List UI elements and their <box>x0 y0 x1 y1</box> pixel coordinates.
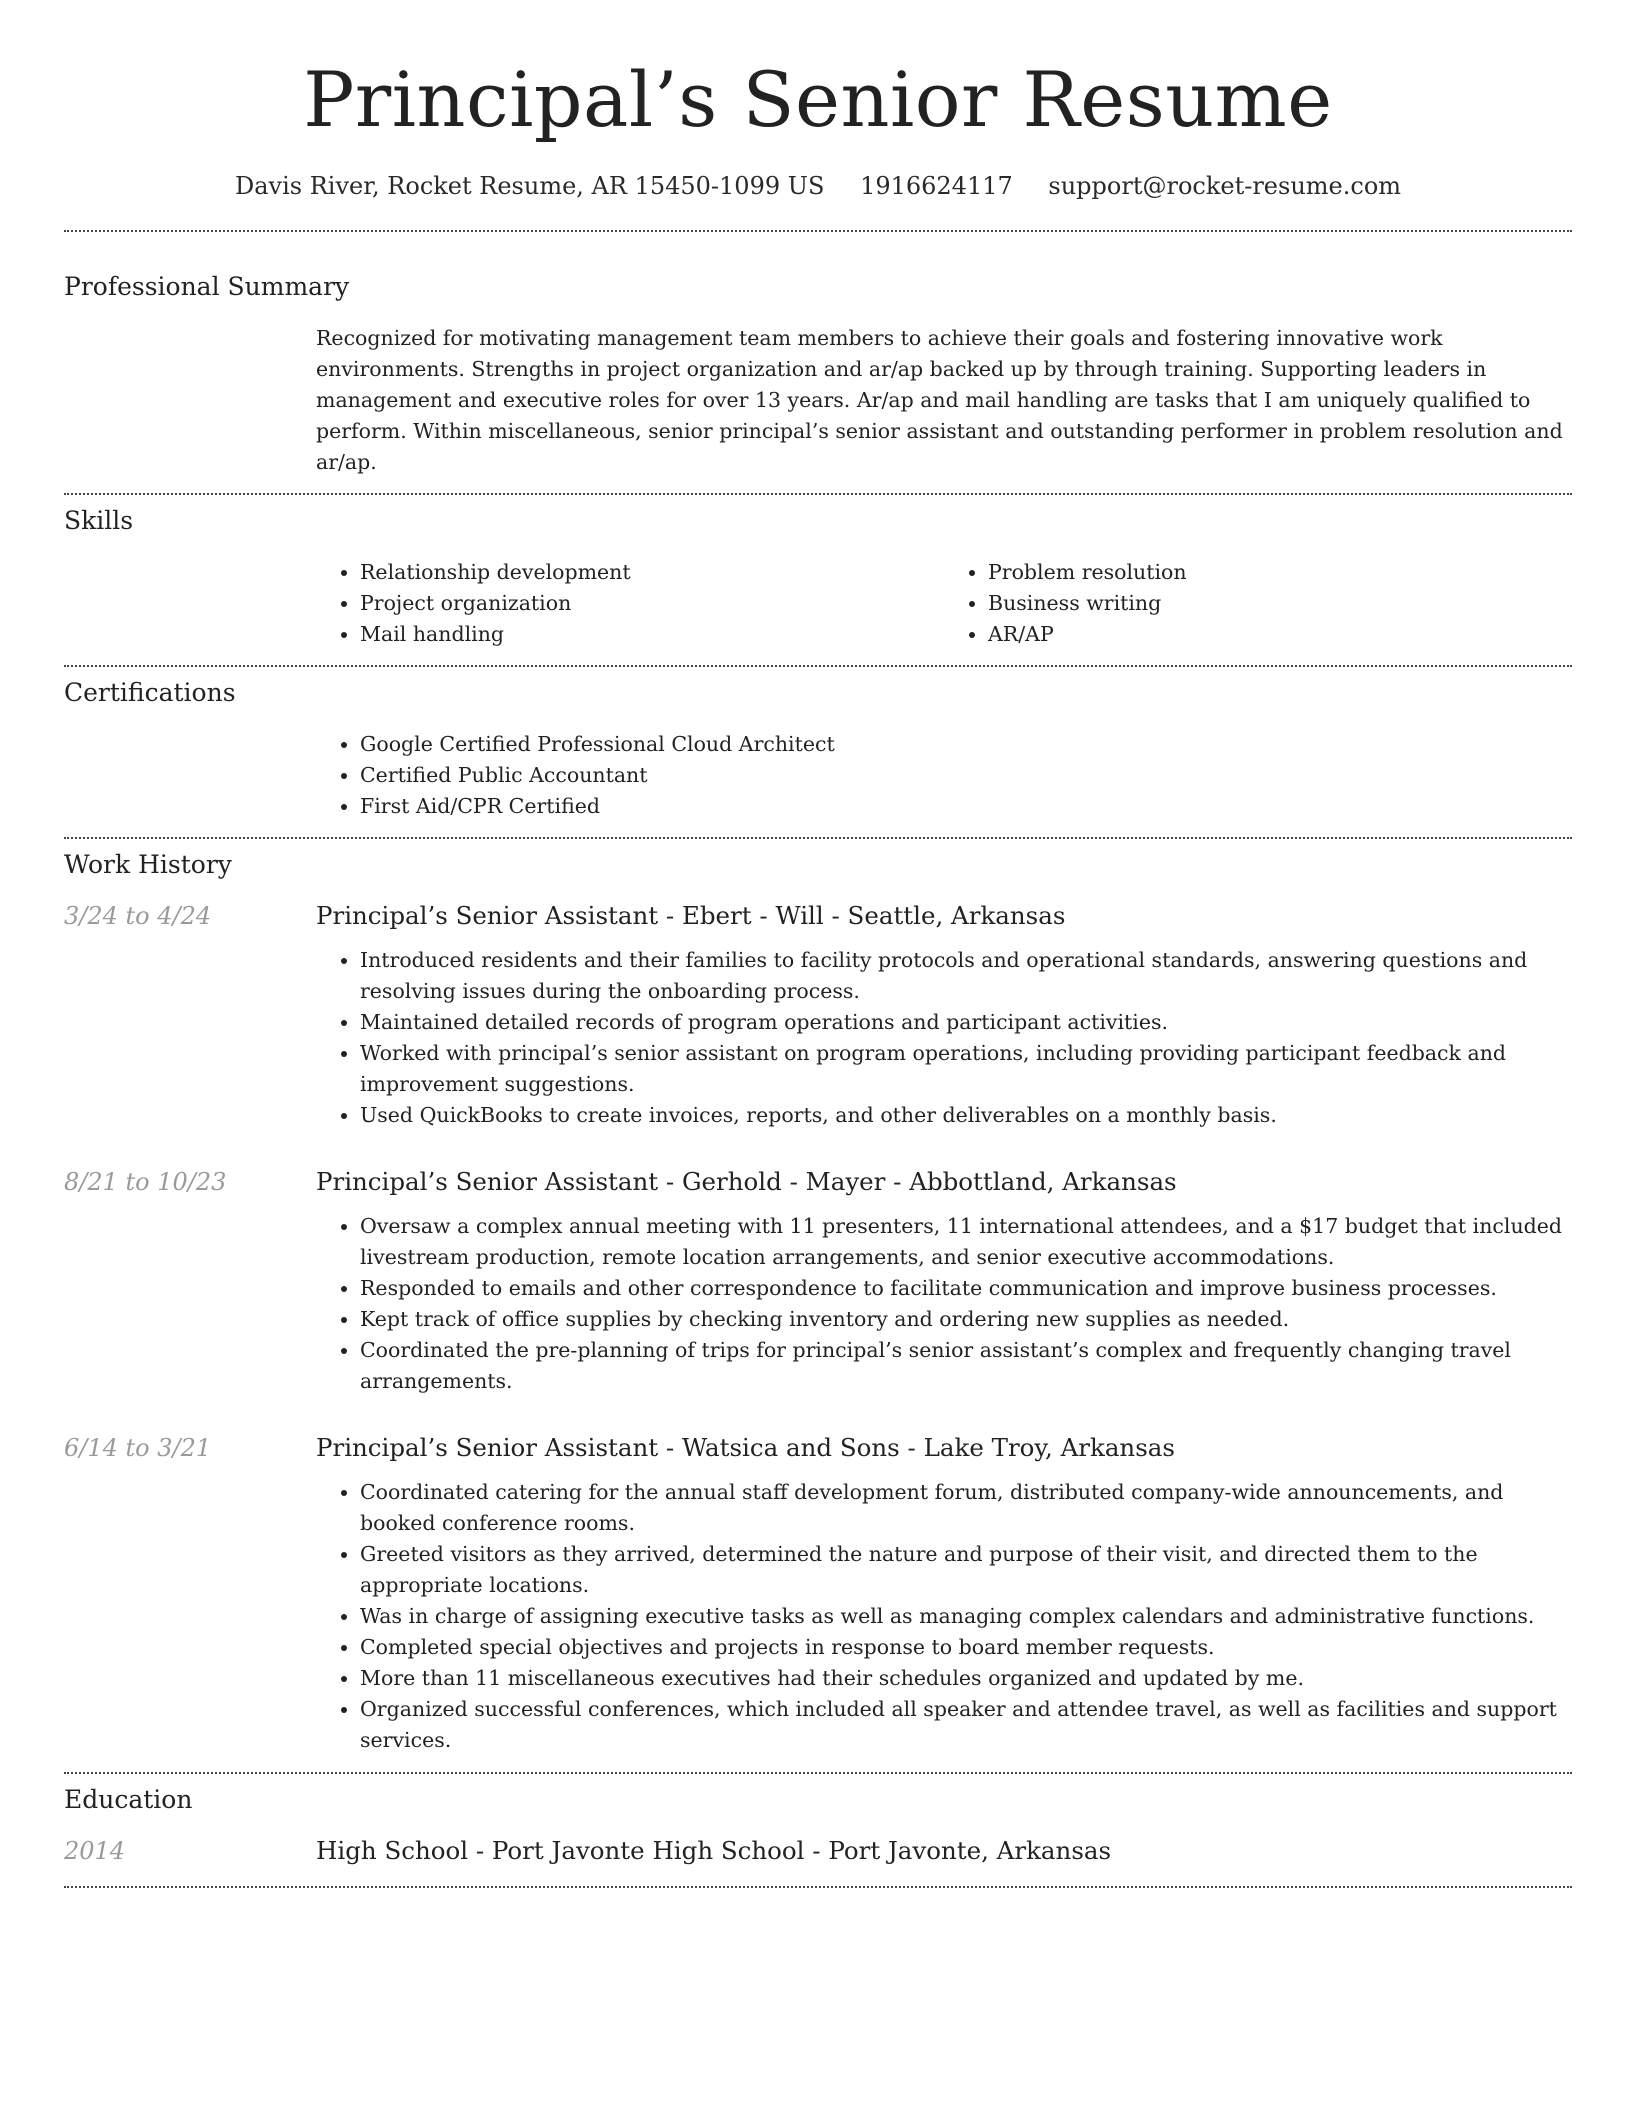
skills-list-left <box>316 557 944 650</box>
skill-item: • Business writing <box>988 588 1572 619</box>
resume-page <box>64 0 1572 1888</box>
job-dates: 6/14 to 3/21 <box>64 1434 212 1462</box>
job-dates: 8/21 to 10/23 <box>64 1168 227 1196</box>
job-bullets <box>316 1211 1572 1397</box>
section-title-education: Education <box>64 1785 193 1814</box>
job-title: Principal’s Senior Assistant - Ebert - Will - Seattle, Arkansas <box>316 901 1066 930</box>
job-bullet: • Organized successful conferences, which included all speaker and attendee travel, as well as facilities and support services. <box>360 1694 1572 1756</box>
job-bullet: • Introduced residents and their families to facility protocols and operational standards, answering questions and resolving issues during the onboarding process. <box>360 945 1572 1007</box>
job-title: Principal’s Senior Assistant - Gerhold - Mayer - Abbottland, Arkansas <box>316 1167 1177 1196</box>
skill-item: • AR/AP <box>988 619 1572 650</box>
job-bullet: • Oversaw a complex annual meeting with 11 presenters, 11 international attendees, and a $17 budget that included livestream production, remote location arrangements, and senior executive accommodations. <box>360 1211 1572 1273</box>
contact-email: support@rocket-resume.com <box>1048 172 1402 200</box>
job-bullet: • Worked with principal’s senior assistant on program operations, including providing participant feedback and improvement suggestions. <box>360 1038 1572 1100</box>
education-section <box>64 1774 1572 1868</box>
education-entry <box>64 1834 1572 1868</box>
contact-address: Davis River, Rocket Resume, AR 15450-1099 US <box>234 172 825 200</box>
job-entry <box>64 899 1572 1131</box>
work-history-section <box>64 839 1572 1756</box>
certification-item: • First Aid/CPR Certified <box>360 791 1572 822</box>
education-title: High School - Port Javonte High School - Port Javonte, Arkansas <box>316 1836 1112 1865</box>
job-bullet: • Kept track of office supplies by checking inventory and ordering new supplies as needed. <box>360 1304 1572 1335</box>
job-bullet: • More than 11 miscellaneous executives had their schedules organized and updated by me. <box>360 1663 1572 1694</box>
job-entry <box>64 1431 1572 1756</box>
job-bullet: • Greeted visitors as they arrived, determined the nature and purpose of their visit, and directed them to the appropriate locations. <box>360 1539 1572 1601</box>
job-bullet: • Coordinated catering for the annual staff development forum, distributed company-wide announcements, and booked conference rooms. <box>360 1477 1572 1539</box>
skill-item: • Project organization <box>360 588 944 619</box>
summary-section <box>64 232 1572 478</box>
section-title-work-history: Work History <box>64 850 232 879</box>
contact-phone: 1916624117 <box>860 172 1013 200</box>
job-bullets <box>316 945 1572 1131</box>
skill-item: • Mail handling <box>360 619 944 650</box>
job-bullets <box>316 1477 1572 1756</box>
skills-section <box>64 495 1572 650</box>
job-entry <box>64 1165 1572 1397</box>
section-title-certifications: Certifications <box>64 678 236 707</box>
job-bullet: • Was in charge of assigning executive tasks as well as managing complex calendars and administrative functions. <box>360 1601 1572 1632</box>
job-bullet: • Completed special objectives and projects in response to board member requests. <box>360 1632 1572 1663</box>
education-year: 2014 <box>64 1837 126 1865</box>
skill-item: • Problem resolution <box>988 557 1572 588</box>
skills-list-right <box>944 557 1572 650</box>
divider <box>64 1886 1572 1888</box>
resume-name: Principal’s Senior Resume <box>303 55 1333 144</box>
job-bullet: • Maintained detailed records of program operations and participant activities. <box>360 1007 1572 1038</box>
job-bullet: • Coordinated the pre-planning of trips for principal’s senior assistant’s complex and frequently changing travel arrangements. <box>360 1335 1572 1397</box>
job-title: Principal’s Senior Assistant - Watsica and Sons - Lake Troy, Arkansas <box>316 1433 1175 1462</box>
job-dates: 3/24 to 4/24 <box>64 902 212 930</box>
contact-line <box>64 170 1572 202</box>
certifications-section <box>64 667 1572 822</box>
skill-item: • Relationship development <box>360 557 944 588</box>
job-bullet: • Used QuickBooks to create invoices, reports, and other deliverables on a monthly basis. <box>360 1100 1572 1131</box>
section-title-summary: Professional Summary <box>64 272 350 301</box>
summary-text: Recognized for motivating management team members to achieve their goals and fostering innovative work environments. Strengths in project organization and ar/ap backed up by through training. Supporting leaders in management and executive roles for over 13 years. Ar/ap and mail handling are tasks that I am uniquely qualified to perform. Within miscellaneous, senior principal’s senior assistant and outstanding performer in problem resolution and ar/ap. <box>316 326 1563 474</box>
certification-item: • Google Certified Professional Cloud Architect <box>360 729 1572 760</box>
certification-item: • Certified Public Accountant <box>360 760 1572 791</box>
certifications-list <box>316 729 1572 822</box>
section-title-skills: Skills <box>64 506 134 535</box>
job-bullet: • Responded to emails and other correspondence to facilitate communication and improve business processes. <box>360 1273 1572 1304</box>
